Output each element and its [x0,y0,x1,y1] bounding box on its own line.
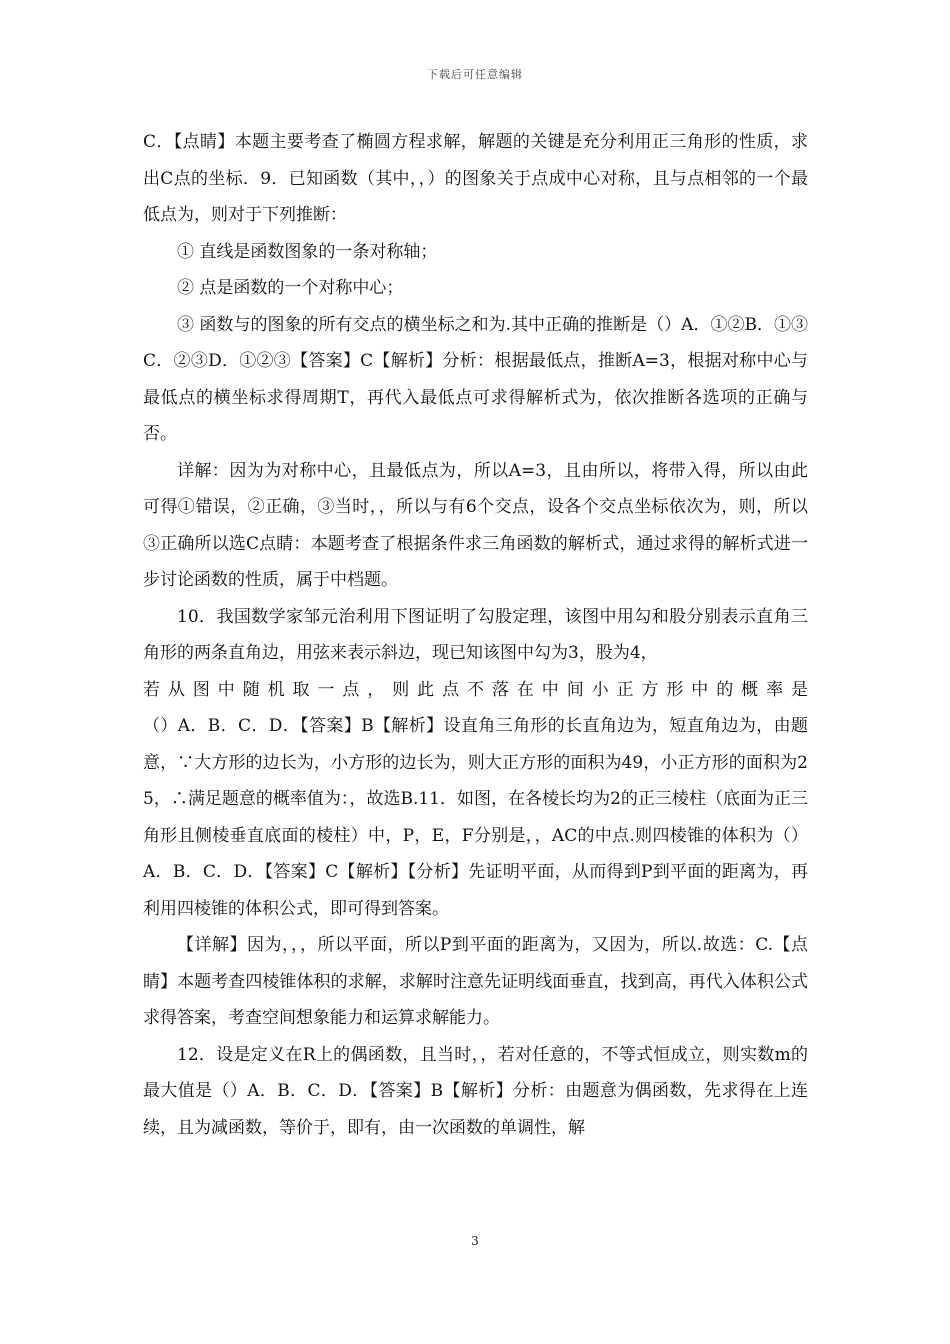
paragraph-q9-detail: 详解：因为为对称中心，且最低点为，所以A=3，且由所以，将带入得，所以由此可得①错误，②正确，③当时，，所以与有6个交点，设各个交点坐标依次为，则，所以③正确所以选C点睛：本题考查了根据条件求三角函数的解析式，通过求得的解析式进一步讨论函数的性质，属于中档题。 [143,460,808,590]
paragraph-judgment-2: ② 点是函数的一个对称中心； [177,278,404,298]
document-body [143,124,808,1146]
paragraph-q10-answer-q11: （）A．B．C．D．【答案】B【解析】设直角三角形的长直角边为，短直角边为，由题意，∵大方形的边长为，小方形的边长为，则大正方形的面积为49，小正方形的面积为25，∴满足题意的概率值为：，故选B.11．如图，在各棱长均为2的正三棱柱（底面为正三角形且侧棱垂直底面的棱柱）中，P，E，F分别是，，AC的中点.则四棱锥的体积为（）A．B．C．D．【答案】C【解析】【分析】先证明平面，从而得到P到平面的距离为，再利用四棱锥的体积公式，即可得到答案。 [143,716,808,919]
paragraph-judgment-3-analysis: ③ 函数与的图象的所有交点的横坐标之和为.其中正确的推断是（）A．①②B．①③C．②③D．①②③【答案】C【解析】分析：根据最低点，推断A=3，根据对称中心与最低点的横坐标求得周期T，再代入最低点可求得解析式为，依次推断各选项的正确与否。 [143,314,808,444]
paragraph-q8-answer-q9-stem: C．【点睛】本题主要考查了椭圆方程求解，解题的关键是充分利用正三角形的性质，求出C点的坐标．9．已知函数（其中，，）的图象关于点成中心对称，且与点相邻的一个最低点为，则对于下列推断： [143,132,808,225]
paragraph-judgment-1: ① 直线是函数图象的一条对称轴； [177,241,438,262]
paragraph-q12: 12．设是定义在R上的偶函数，且当时，，若对任意的，不等式恒成立，则实数m的最大值是（）A．B．C．D．【答案】B【解析】分析：由题意为偶函数，先求得在上连续，且为减函数，等价于，即有，由一次函数的单调性，解 [143,1044,808,1138]
page-number: 3 [471,1234,479,1248]
paragraph-q10-question: 若从图中随机取一点，则此点不落在中间小正方形中的概率是 [143,679,808,700]
paragraph-q11-detail: 【详解】因为，，，所以平面，所以P到平面的距离为，又因为，所以.故选：C.【点睛】本题考查四棱锥体积的求解，求解时注意先证明线面垂直，找到高，再代入体积公式求得答案，考查空间想象能力和运算求解能力。 [143,935,808,1028]
page-header: 下载后可任意编辑 [427,68,523,81]
paragraph-q10-stem: 10．我国数学家邹元治利用下图证明了勾股定理，该图中用勾和股分别表示直角三角形的两条直角边，用弦来表示斜边，现已知该图中勾为3，股为4， [143,606,808,663]
